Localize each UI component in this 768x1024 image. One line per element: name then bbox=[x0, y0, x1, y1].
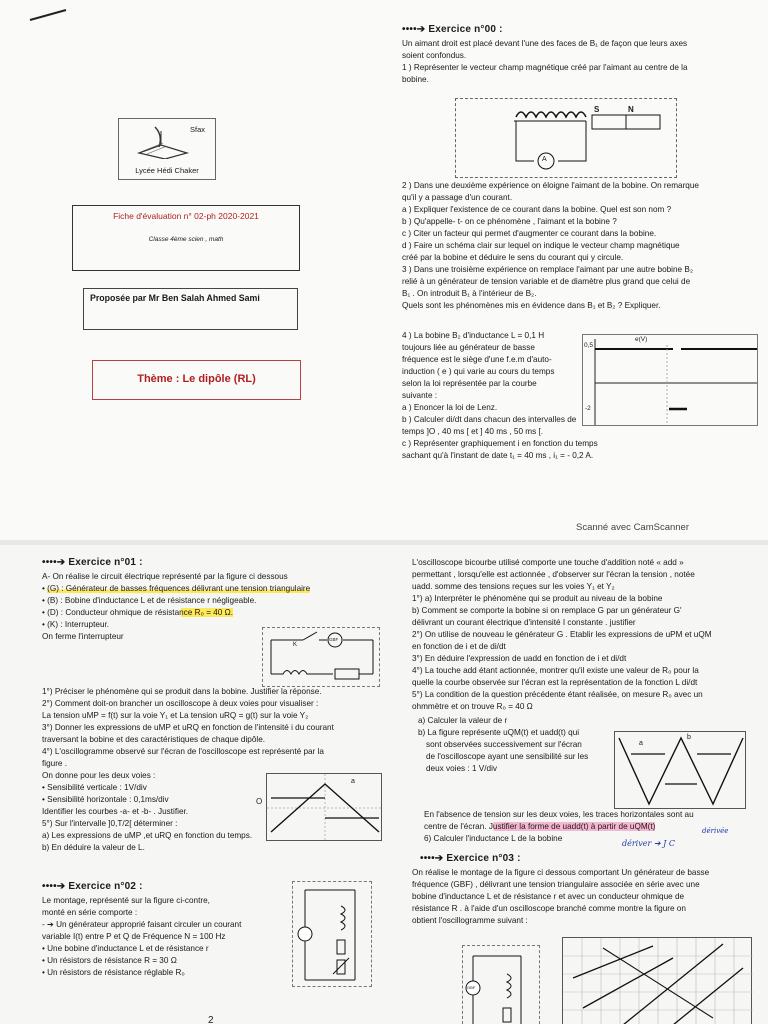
ex01-item-d-text: (D) : Conducteur ohmique de résistance R₀ = 40 Ω. bbox=[47, 608, 234, 617]
ex01-q-1: 2°) Comment doit-on brancher un oscilloscope à deux voies pour visualiser : bbox=[42, 699, 319, 708]
rc-line-1: permettant , lorsqu'elle est actionnée , d'observer sur l'écran la tension , notée bbox=[412, 570, 695, 579]
scan-page-bottom bbox=[0, 545, 768, 1024]
ex00-q4-7: b ) Calculer di/dt dans chacun des intervalles de bbox=[402, 415, 577, 424]
ex01-item-d bbox=[42, 607, 384, 619]
ex00-q2-2: a ) Expliquer l'existence de ce courant dans la bobine. Quel est son nom ? bbox=[402, 205, 672, 214]
ex00-q4-4: selon la loi représentée par la courbe bbox=[402, 379, 537, 388]
camscanner-mark: Scanné avec CamScanner bbox=[576, 522, 690, 533]
ex01-q-2: La tension uMP = f(t) sur la voie Y₁ et La tension uRQ = g(t) sur la voie Y₂ bbox=[42, 711, 309, 720]
rc-after-0: En l'absence de tension sur les deux voies, les traces horizontales sont au bbox=[424, 810, 694, 819]
author-box bbox=[83, 288, 298, 330]
rc-sub-1: b) La figure représente uQM(t) et uadd(t) qui bbox=[418, 728, 580, 737]
magnet-n-label: N bbox=[628, 105, 634, 114]
ex01-q-0: 1°) Préciser le phénomène qui se produit dans la bobine. Justifier la réponse. bbox=[42, 687, 322, 696]
ex01-oscillogram-svg bbox=[267, 774, 383, 842]
logo-text-sfax: Sfax bbox=[189, 125, 205, 134]
author-text: Proposée par Mr Ben Salah Ahmed Sami bbox=[90, 293, 260, 303]
school-name: Lycée Hédi Chaker bbox=[135, 166, 199, 175]
ex01-item-k-text: (K) : Interrupteur. bbox=[47, 620, 110, 629]
ex01-q-9: • Sensibilité horizontale : 0,1ms/div bbox=[42, 795, 169, 804]
rc-line-3: 1°) a) Interpréter le phénomène qui se produit au niveau de la bobine bbox=[412, 594, 663, 603]
ex00-line-0: Un aimant droit est placé devant l'une des faces de B₁ de façon que leurs axes bbox=[402, 39, 688, 48]
right-col-top bbox=[412, 557, 762, 713]
theme-box bbox=[92, 360, 301, 400]
ex02-title: ••••➔ Exercice n°02 : bbox=[42, 881, 143, 892]
ex02-line-6: • Un résistors de résistance réglable R₀ bbox=[42, 968, 185, 977]
ex00-q2-6: créé par la bobine et déduire le sens du courant qui y circule. bbox=[402, 253, 624, 262]
ex01-item-b bbox=[42, 595, 384, 607]
handwritten-note-2: dérivée bbox=[702, 827, 729, 835]
rc-sub-0: a) Calculer la valeur de r bbox=[418, 716, 508, 725]
ex00-q2-5: d ) Faire un schéma clair sur lequel on indique le vecteur champ magnétique bbox=[402, 241, 680, 250]
rc-line-4: b) Comment se comporte la bobine si on remplace G par un générateur G' bbox=[412, 606, 682, 615]
rc-sub-2: sont observées successivement sur l'écran bbox=[426, 740, 582, 749]
ex03-line-1: fréquence (GBF) , délivrant une tension triangulaire associée en série avec une bbox=[412, 880, 700, 889]
rc-sub-3: de l'oscilloscope ayant une sensibilité sur les bbox=[426, 752, 589, 761]
ex00-q4-8: temps ]O , 40 ms [ et ] 40 ms , 50 ms [. bbox=[402, 427, 544, 436]
rc-line-5: délivrant un courant électrique d'intensité I constante . justifier bbox=[412, 618, 636, 627]
emf-tick-05: 0,5 bbox=[584, 342, 594, 349]
ex01-circuit-svg bbox=[263, 628, 381, 688]
rc-line-2: uadd. somme des tensions reçues sur les voies Y₁ et Y₂ bbox=[412, 582, 615, 591]
ex03-oscillogram bbox=[562, 937, 752, 1024]
ex00-q4-5: suivante : bbox=[402, 391, 438, 400]
ex00-q2-4: c ) Citer un facteur qui permet d'augmenter ce courant dans la bobine. bbox=[402, 229, 657, 238]
ex01-circuit-k: K bbox=[293, 642, 298, 648]
fiche-title: Fiche d'évaluation n° 02-ph 2020-2021 bbox=[113, 211, 259, 221]
ex02-line-2: - ➔ Un générateur approprié faisant circuler un courant bbox=[42, 920, 242, 929]
coil-magnet-drawing bbox=[456, 99, 678, 179]
ex01-item-g bbox=[42, 583, 384, 595]
ex01-circuit bbox=[262, 627, 380, 687]
coil-figure bbox=[455, 98, 677, 178]
ex00-line-3: bobine. bbox=[402, 75, 429, 84]
ex03-line-4: obtient l'oscillogramme suivant : bbox=[412, 916, 528, 925]
fiche-box bbox=[72, 205, 300, 271]
ex00-q4-6: a ) Enoncer la loi de Lenz. bbox=[402, 403, 498, 412]
ex01-circuit-gbf: GBF bbox=[329, 637, 339, 642]
ex02-block bbox=[42, 881, 290, 979]
ex01-intro: A- On réalise le circuit électrique représenté par la figure ci dessous bbox=[42, 572, 288, 581]
ex00-q2-8: relié à un générateur de tension variable et de diamètre plus grand que celui de bbox=[402, 277, 691, 286]
ex00-q4-0: 4 ) La bobine B₂ d'inductance L = 0,1 H bbox=[402, 331, 545, 340]
rc-line-8: 3°) En déduire l'expression de uadd en fonction de i et di/dt bbox=[412, 654, 627, 663]
ex03-oscillogram-svg bbox=[563, 938, 753, 1024]
theme-text: Thème : Le dipôle (RL) bbox=[137, 373, 256, 385]
graph-label-b: b bbox=[687, 734, 691, 741]
rc-line-9: 4°) La touche add étant actionnée, montrer qu'il existe une valeur de R₀ pour la bbox=[412, 666, 699, 675]
ex00-block-2 bbox=[402, 180, 762, 312]
ex00-q4-2: fréquence est le siège d'une f.e.m d'auto- bbox=[402, 355, 552, 364]
emf-graph bbox=[582, 334, 758, 426]
ex03-title: ••••➔ Exercice n°03 : bbox=[420, 853, 521, 864]
ex00-q4-3: induction ( e ) qui varie au cours du temps bbox=[402, 367, 555, 376]
rc-line-6: 2°) On utilise de nouveau le générateur G . Etablir les expressions de uPM et uQM bbox=[412, 630, 712, 639]
rc-line-0: L'oscilloscope bicourbe utilisé comporte une touche d'addition noté « add » bbox=[412, 558, 684, 567]
ex01-q-8: • Sensibilité verticale : 1V/div bbox=[42, 783, 147, 792]
ex01-q-5: 4°) L'oscillogramme observé sur l'écran de l'oscilloscope est représenté par la bbox=[42, 747, 324, 756]
handwritten-note: dériver ➔ J C bbox=[622, 839, 675, 848]
ex00-q2-7: 3 ) Dans une troisième expérience on remplace l'aimant par une autre bobine B₂ bbox=[402, 265, 694, 274]
ex01-q-7: On donne pour les deux voies : bbox=[42, 771, 156, 780]
emf-graph-svg bbox=[583, 335, 759, 427]
emf-ylabel: e(V) bbox=[635, 336, 648, 343]
pen-stroke bbox=[28, 8, 68, 22]
ex02-line-4: • Une bobine d'inductance L et de résistance r bbox=[42, 944, 209, 953]
ex01-item-b-text: (B) : Bobine d'inductance L et de résistance r négligeable. bbox=[47, 596, 257, 605]
rc-sub-4: deux voies : 1 V/div bbox=[426, 764, 497, 773]
ex03-line-2: bobine d'inductance L et de résistance r et avec un conducteur ohmique de bbox=[412, 892, 685, 901]
ex03-line-3: résistance R . à l'aide d'un oscilloscope branché comme montre la figure on bbox=[412, 904, 686, 913]
ex01-oscillogram bbox=[266, 773, 382, 841]
ex02-line-3: variable I(t) entre P et Q de Fréquence N = 100 Hz bbox=[42, 932, 226, 941]
rc-after-1-text: centre de l'écran. Justifier la forme de uadd(t) à partir de uQM(t) bbox=[424, 822, 656, 831]
ex00-q2-0: 2 ) Dans une deuxième expérience on éloigne l'aimant de la bobine. On remarque bbox=[402, 181, 699, 190]
school-logo-box bbox=[118, 118, 216, 180]
ex03-line-0: On réalise le montage de la figure ci dessous comportant Un générateur de basse bbox=[412, 868, 710, 877]
ex02-line-0: Le montage, représenté sur la figure ci-contre, bbox=[42, 896, 210, 905]
page-number: 2 bbox=[208, 1015, 214, 1024]
ex02-line-1: monté en série comporte : bbox=[42, 908, 138, 917]
ex03-circuit bbox=[462, 945, 540, 1024]
ex00-q4-1: toujours liée au générateur de basse bbox=[402, 343, 535, 352]
book-quill-icon bbox=[133, 125, 193, 159]
ex01-title: ••••➔ Exercice n°01 : bbox=[42, 557, 143, 568]
ex01-q-13: b) En déduire la valeur de L. bbox=[42, 843, 145, 852]
ex01-q-12: a) Les expressions de uMP ,et uRQ en fonction du temps. bbox=[42, 831, 253, 840]
ex00-title: ••••➔ Exercice n°00 : bbox=[402, 24, 503, 35]
ex00-line-2: 1 ) Représenter le vecteur champ magnétique créé par l'aimant au centre de la bbox=[402, 63, 688, 72]
uqm-uadd-graph-svg bbox=[615, 732, 747, 810]
rc-line-10: quelle la courbe observée sur l'écran est la représentation de la fonction L di/dt bbox=[412, 678, 698, 687]
ammeter-label: A bbox=[542, 156, 547, 163]
ex00-q4-9: c ) Représenter graphiquement i en fonction du temps bbox=[402, 439, 598, 448]
ex00-q4-10: sachant qu'à l'instant de date t₁ = 40 ms , i₁ = - 0,2 A. bbox=[402, 451, 594, 460]
emf-tick-m2: -2 bbox=[585, 405, 591, 412]
ex01-q-3: 3°) Donner les expressions de uMP et uRQ en fonction de l'intensité i du courant bbox=[42, 723, 334, 732]
rc-line-11: 5°) La condition de la question précédente étant réalisée, on mesure R₀ avec un bbox=[412, 690, 703, 699]
ex00-q2-3: b ) Qu'appelle- t- on ce phénomène , l'aimant et la bobine ? bbox=[402, 217, 617, 226]
rc-line-7: en fonction de i et de di/dt bbox=[412, 642, 506, 651]
ex00-q2-9: B₁ . On introduit B₁ à l'intérieur de B₂. bbox=[402, 289, 537, 298]
rc-after-2: 6) Calculer l'inductance L de la bobine bbox=[424, 834, 563, 843]
ex01-ferme: On ferme l'interrupteur bbox=[42, 632, 124, 641]
ex00-q2-1: qu'il y a passage d'un courant. bbox=[402, 193, 513, 202]
ex00-block bbox=[402, 24, 758, 86]
ex01-osc-origin: O bbox=[256, 797, 263, 806]
fiche-classe: Classe 4ème scien , math bbox=[148, 236, 224, 243]
ex01-curve-a: a bbox=[351, 778, 355, 785]
ex03-circuit-gbf: GBF bbox=[467, 985, 476, 990]
ex03-block bbox=[412, 853, 760, 927]
magnet-s-label: S bbox=[594, 105, 600, 114]
ex02-line-5: • Un résistors de résistance R = 30 Ω bbox=[42, 956, 177, 965]
ex01-item-g-text: (G) : Générateur de basses fréquences délivrant une tension triangulaire bbox=[47, 584, 311, 593]
ex01-q-6: figure . bbox=[42, 759, 68, 768]
right-col-sub bbox=[418, 715, 608, 775]
graph-label-a: a bbox=[639, 740, 643, 747]
ex02-circuit-svg bbox=[293, 882, 373, 988]
rc-line-12: ohmmètre et on trouve R₀ = 40 Ω bbox=[412, 702, 533, 711]
uqm-uadd-graph bbox=[614, 731, 746, 809]
ex00-line-1: soient confondus. bbox=[402, 51, 467, 60]
ex01-q-4: traversant la bobine et des caractéristiques de chaque dipôle. bbox=[42, 735, 266, 744]
ex01-q-10: Identifier les courbes -a- et -b- . Justifier. bbox=[42, 807, 189, 816]
ex00-q2-10: Quels sont les phénomènes mis en évidence dans B₁ et B₂ ? Expliquer. bbox=[402, 301, 661, 310]
ex01-q-11: 5°) Sur l'intervalle ]0,T/2[ déterminer : bbox=[42, 819, 178, 828]
ex02-circuit bbox=[292, 881, 372, 987]
